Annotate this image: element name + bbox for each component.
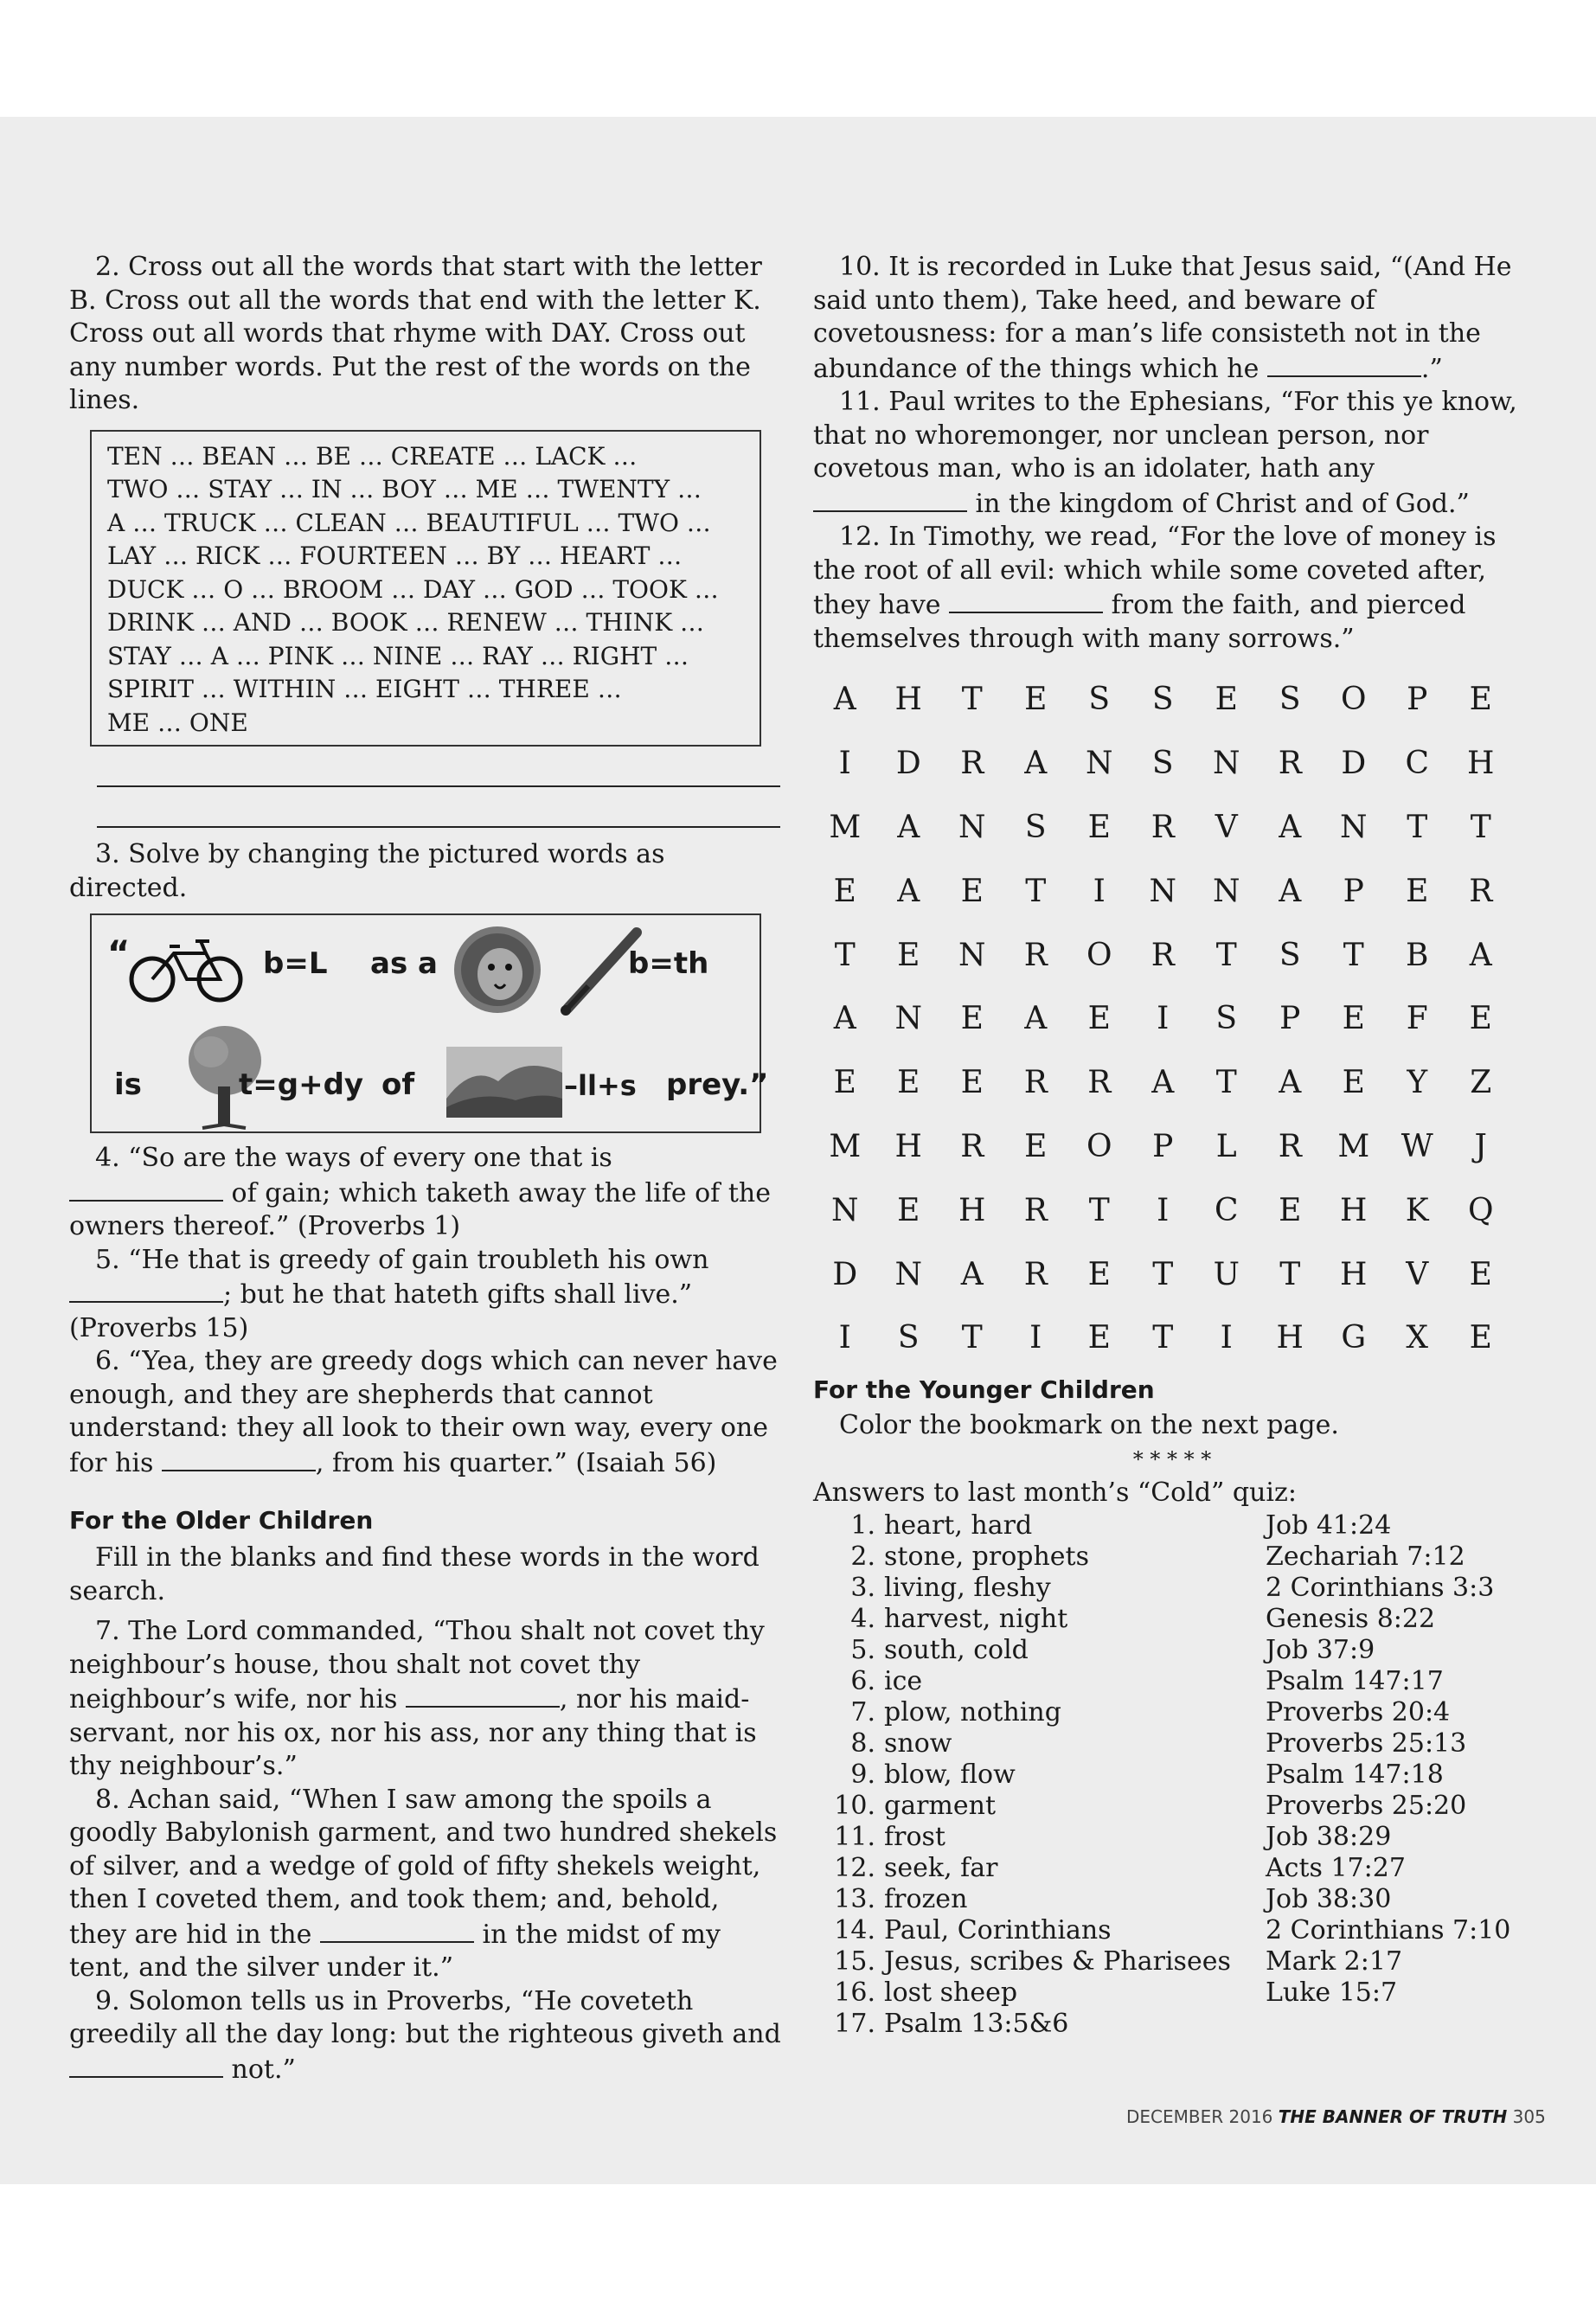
answer-row bbox=[813, 1510, 1531, 1541]
answer-number: 17. bbox=[834, 2008, 875, 2039]
answer-number: 13. bbox=[834, 1883, 875, 1914]
answer-row bbox=[813, 1759, 1531, 1791]
word-box-line: ME … ONE bbox=[107, 708, 248, 737]
answer-row bbox=[813, 1977, 1531, 2009]
answer-number: 14. bbox=[834, 1914, 875, 1945]
grid-letter[interactable]: N bbox=[894, 1001, 922, 1037]
lion-icon bbox=[450, 922, 545, 1017]
grid-row bbox=[813, 796, 1531, 860]
grid-letter[interactable]: C bbox=[1214, 1192, 1239, 1228]
grid-letter[interactable]: T bbox=[961, 1320, 983, 1356]
grid-letter[interactable]: A bbox=[897, 873, 920, 909]
grid-letter[interactable]: E bbox=[1469, 1256, 1492, 1292]
answer-words: snow bbox=[884, 1727, 952, 1759]
grid-letter[interactable]: R bbox=[960, 746, 984, 782]
grid-letter[interactable]: E bbox=[1279, 1192, 1302, 1228]
answer-reference: Psalm 147:17 bbox=[1266, 1665, 1444, 1696]
section-stars: * * * * * bbox=[1132, 1447, 1212, 1472]
grid-letter[interactable]: H bbox=[1340, 1256, 1368, 1292]
word-box-line: DRINK … AND … BOOK … RENEW … THINK … bbox=[107, 608, 705, 637]
blank-8[interactable] bbox=[320, 1917, 474, 1943]
grid-letter[interactable]: E bbox=[1469, 1320, 1492, 1356]
answer-words: Paul, Corinthians bbox=[884, 1914, 1112, 1945]
grid-letter[interactable]: N bbox=[958, 937, 986, 973]
grid-letter[interactable]: H bbox=[1467, 746, 1495, 782]
blank-5[interactable] bbox=[69, 1277, 223, 1303]
grid-letter[interactable]: E bbox=[1469, 1001, 1492, 1037]
grid-letter[interactable]: V bbox=[1215, 809, 1238, 845]
answer-reference: 2 Corinthians 3:3 bbox=[1266, 1572, 1495, 1603]
grid-letter[interactable]: A bbox=[1024, 1001, 1048, 1037]
answer-words: garment bbox=[884, 1790, 997, 1821]
answer-words: Psalm 13:5&6 bbox=[884, 2008, 1069, 2039]
grid-letter[interactable]: I bbox=[838, 1320, 851, 1356]
grid-letter[interactable]: O bbox=[1086, 937, 1112, 973]
word-search-grid bbox=[813, 668, 1531, 1370]
grid-letter[interactable]: I bbox=[838, 746, 851, 782]
blank-6[interactable] bbox=[162, 1445, 316, 1471]
answer-row bbox=[813, 1853, 1531, 1884]
grid-letter[interactable]: R bbox=[1087, 1065, 1112, 1101]
answers-list bbox=[813, 1510, 1531, 2040]
blank-7[interactable] bbox=[406, 1682, 560, 1708]
question-8: 8. Achan said, “When I saw among the spoils a goodly Babylonish garment, and two hundred shekels of silver, and a wedge of gold of fifty shekels weight, then I coveted them, and took them; and, behold, they are hid in the in the midst of my tent, and the silver under it.” bbox=[69, 1784, 778, 1983]
grid-letter[interactable]: H bbox=[1276, 1320, 1304, 1356]
younger-children-text: Color the bookmark on the next page. bbox=[839, 1409, 1339, 1440]
question-4: 4. “So are the ways of every one that is of gain; which taketh away the life of the owners thereof.” (Proverbs 1) bbox=[69, 1143, 771, 1241]
answer-reference bbox=[1266, 2009, 1531, 2040]
rebus-t-g-dy: t=g+dy bbox=[239, 1067, 364, 1102]
grid-letter[interactable]: X bbox=[1406, 1320, 1429, 1356]
grid-letter[interactable]: O bbox=[1340, 682, 1367, 718]
grid-letter[interactable]: A bbox=[897, 809, 920, 845]
grid-letter[interactable]: E bbox=[1024, 1128, 1048, 1164]
blank-10[interactable] bbox=[1267, 351, 1421, 377]
grid-letter[interactable]: S bbox=[1024, 809, 1047, 845]
answer-number: 10. bbox=[834, 1790, 875, 1821]
grid-letter[interactable]: T bbox=[1025, 873, 1047, 909]
grid-letter[interactable]: N bbox=[1086, 746, 1113, 782]
answer-row bbox=[813, 1635, 1531, 1666]
answer-row bbox=[813, 1604, 1531, 1635]
blank-4[interactable] bbox=[69, 1176, 223, 1202]
grid-letter[interactable]: K bbox=[1405, 1192, 1429, 1228]
answer-words: plow, nothing bbox=[884, 1696, 1061, 1727]
grid-letter[interactable]: N bbox=[958, 809, 986, 845]
grid-letter[interactable]: E bbox=[1087, 809, 1111, 845]
grid-letter[interactable]: I bbox=[1093, 873, 1106, 909]
grid-letter[interactable]: A bbox=[1279, 1065, 1302, 1101]
word-box-line: STAY … A … PINK … NINE … RAY … RIGHT … bbox=[107, 641, 689, 670]
grid-row bbox=[813, 1178, 1531, 1242]
grid-letter[interactable]: R bbox=[1023, 1065, 1048, 1101]
answer-words: seek, far bbox=[884, 1852, 998, 1883]
grid-letter[interactable]: E bbox=[833, 873, 856, 909]
answer-number: 6. bbox=[850, 1665, 875, 1696]
rebus-prey: prey.” bbox=[666, 1067, 769, 1102]
grid-row bbox=[813, 1051, 1531, 1115]
blank-11[interactable] bbox=[813, 486, 967, 512]
grid-letter[interactable]: N bbox=[1213, 746, 1240, 782]
word-box-line: TEN … BEAN … BE … CREATE … LACK … bbox=[107, 441, 638, 471]
grid-letter[interactable]: E bbox=[833, 1065, 856, 1101]
grid-letter[interactable]: I bbox=[1157, 1192, 1170, 1228]
grid-letter[interactable]: B bbox=[1406, 937, 1429, 973]
answer-row bbox=[813, 1728, 1531, 1759]
question-3: 3. Solve by changing the pictured words as directed. bbox=[69, 839, 665, 903]
answer-number: 3. bbox=[850, 1572, 875, 1603]
grid-letter[interactable]: A bbox=[1279, 873, 1302, 909]
grid-letter[interactable]: N bbox=[894, 1256, 922, 1292]
grid-letter[interactable]: A bbox=[833, 1001, 856, 1037]
word-box-line: DUCK … O … BROOM … DAY … GOD … TOOK … bbox=[107, 574, 719, 604]
answer-words: lost sheep bbox=[884, 1977, 1018, 2008]
footer-page-number: 305 bbox=[1512, 2106, 1546, 2127]
question-9: 9. Solomon tells us in Proverbs, “He coveteth greedily all the day long: but the righteous giveth and not.” bbox=[69, 1985, 781, 2085]
question-11: 11. Paul writes to the Ephesians, “For this ye know, that no whoremonger, nor unclean person, nor covetous man, who is an idolater, hath any in the kingdom of Christ and of God.” bbox=[813, 387, 1517, 519]
grid-letter[interactable]: W bbox=[1401, 1128, 1433, 1164]
rebus-is: is bbox=[114, 1067, 142, 1102]
grid-letter[interactable]: E bbox=[1087, 1001, 1111, 1037]
answer-words: stone, prophets bbox=[884, 1541, 1089, 1572]
answer-words: living, fleshy bbox=[884, 1572, 1051, 1603]
grid-letter[interactable]: S bbox=[1279, 682, 1301, 718]
answer-number: 9. bbox=[850, 1759, 875, 1790]
grid-letter[interactable]: P bbox=[1343, 873, 1364, 909]
answer-row bbox=[813, 1884, 1531, 1915]
grid-letter[interactable]: T bbox=[1088, 1192, 1110, 1228]
grid-row bbox=[813, 859, 1531, 923]
grid-letter[interactable]: E bbox=[1342, 1001, 1365, 1037]
answer-reference: Acts 17:27 bbox=[1266, 1852, 1406, 1883]
grid-row bbox=[813, 923, 1531, 987]
rebus-as-a: as a bbox=[370, 946, 438, 981]
answer-reference: Job 41:24 bbox=[1266, 1509, 1392, 1541]
grid-letter[interactable]: T bbox=[1152, 1256, 1174, 1292]
answer-reference: Psalm 147:18 bbox=[1266, 1759, 1444, 1790]
grid-row bbox=[813, 1115, 1531, 1179]
grid-letter[interactable]: E bbox=[1215, 682, 1238, 718]
answer-words: frozen bbox=[884, 1883, 968, 1914]
younger-children-heading: For the Younger Children bbox=[813, 1375, 1155, 1404]
grid-row bbox=[813, 668, 1531, 732]
grid-letter[interactable]: D bbox=[895, 746, 921, 782]
grid-row bbox=[813, 987, 1531, 1051]
answer-row bbox=[813, 1791, 1531, 1822]
word-box bbox=[90, 430, 761, 747]
grid-letter[interactable]: S bbox=[897, 1320, 920, 1356]
grid-letter[interactable]: E bbox=[1087, 1320, 1111, 1356]
grid-letter[interactable]: N bbox=[1149, 873, 1176, 909]
rebus-open-quote: “ bbox=[107, 934, 131, 974]
grid-letter[interactable]: Q bbox=[1467, 1192, 1494, 1228]
left-column bbox=[69, 251, 783, 2086]
grid-letter[interactable]: P bbox=[1152, 1128, 1174, 1164]
grid-letter[interactable]: S bbox=[1088, 682, 1111, 718]
answer-number: 2. bbox=[850, 1541, 875, 1572]
grid-letter[interactable]: V bbox=[1406, 1256, 1429, 1292]
grid-letter[interactable]: S bbox=[1151, 682, 1174, 718]
grid-letter[interactable]: R bbox=[1023, 1256, 1048, 1292]
answer-number: 7. bbox=[850, 1696, 875, 1727]
answer-reference: Luke 15:7 bbox=[1266, 1977, 1398, 2008]
grid-letter[interactable]: R bbox=[1469, 873, 1493, 909]
grid-row bbox=[813, 1306, 1531, 1370]
answer-row bbox=[813, 1946, 1531, 1977]
answer-number: 1. bbox=[850, 1509, 875, 1541]
answer-reference: Proverbs 25:20 bbox=[1266, 1790, 1467, 1821]
question-5: 5. “He that is greedy of gain troubleth his own ; but he that hateth gifts shall live.” (Proverbs 15) bbox=[69, 1244, 709, 1343]
answer-reference: Proverbs 20:4 bbox=[1266, 1696, 1451, 1727]
grid-letter[interactable]: R bbox=[1151, 809, 1175, 845]
grid-letter[interactable]: E bbox=[1406, 873, 1429, 909]
grid-letter[interactable]: E bbox=[1342, 1065, 1365, 1101]
grid-letter[interactable]: A bbox=[1279, 809, 1302, 845]
grid-letter[interactable]: N bbox=[1213, 873, 1240, 909]
footer-magazine: THE BANNER OF TRUTH bbox=[1278, 2106, 1508, 2127]
grid-letter[interactable]: H bbox=[894, 682, 922, 718]
word-box-line: TWO … STAY … IN … BOY … ME … TWENTY … bbox=[107, 475, 702, 503]
answer-row bbox=[813, 1915, 1531, 1946]
question-7: 7. The Lord commanded, “Thou shalt not covet thy neighbour’s house, thou shalt not covet thy neighbour’s wife, nor his , nor his maid-servant, nor his ox, nor his ass, nor any thing that is thy neighbour’s.” bbox=[69, 1616, 765, 1781]
grid-letter[interactable]: J bbox=[1474, 1128, 1487, 1164]
grid-letter[interactable]: E bbox=[1024, 682, 1048, 718]
grid-letter[interactable]: M bbox=[829, 809, 862, 845]
grid-letter[interactable]: F bbox=[1406, 1001, 1428, 1037]
grid-letter[interactable]: R bbox=[1151, 937, 1175, 973]
grid-letter[interactable]: R bbox=[1278, 1128, 1302, 1164]
answer-number: 11. bbox=[834, 1821, 875, 1852]
grid-letter[interactable]: D bbox=[1341, 746, 1367, 782]
grid-letter[interactable]: R bbox=[1278, 746, 1302, 782]
grid-letter[interactable]: Y bbox=[1407, 1065, 1428, 1101]
answer-reference: Job 38:30 bbox=[1266, 1883, 1392, 1914]
grid-letter[interactable]: E bbox=[960, 873, 984, 909]
grid-letter[interactable]: E bbox=[960, 1065, 984, 1101]
grid-letter[interactable]: G bbox=[1341, 1320, 1367, 1356]
question-12: 12. In Timothy, we read, “For the love of money is the root of all evil: which while some coveted after, they have from the faith, and pierced themselves through with many sorrows.” bbox=[813, 522, 1497, 654]
answer-row bbox=[813, 1573, 1531, 1604]
grid-letter[interactable]: T bbox=[834, 937, 856, 973]
grid-letter[interactable]: A bbox=[833, 682, 856, 718]
answer-reference: Mark 2:17 bbox=[1266, 1945, 1403, 1977]
grid-letter[interactable]: I bbox=[1157, 1001, 1170, 1037]
answer-words: ice bbox=[884, 1665, 923, 1696]
grid-letter[interactable]: T bbox=[961, 682, 983, 718]
answer-number: 16. bbox=[834, 1977, 875, 2008]
older-children-heading: For the Older Children bbox=[69, 1506, 374, 1535]
answer-reference: 2 Corinthians 7:10 bbox=[1266, 1914, 1511, 1945]
answer-reference: Genesis 8:22 bbox=[1266, 1603, 1436, 1634]
grid-letter[interactable]: L bbox=[1215, 1128, 1237, 1164]
grid-letter[interactable]: R bbox=[960, 1128, 984, 1164]
question-6: 6. “Yea, they are greedy dogs which can never have enough, and they are shepherds that cannot understand: they all look to their own way, every one for his , from his quarter.” (Isaiah 56) bbox=[69, 1346, 778, 1478]
word-box-line: LAY … RICK … FOURTEEN … BY … HEART … bbox=[107, 542, 683, 570]
grid-letter[interactable]: S bbox=[1215, 1001, 1238, 1037]
grid-letter[interactable]: E bbox=[897, 1192, 920, 1228]
hills-icon bbox=[446, 1047, 562, 1118]
grid-letter[interactable]: E bbox=[1087, 1256, 1111, 1292]
answer-words: Jesus, scribes & Pharisees bbox=[884, 1945, 1231, 1977]
grid-letter[interactable]: N bbox=[831, 1192, 859, 1228]
grid-letter[interactable]: T bbox=[1470, 809, 1491, 845]
rebus-ll-s: –ll+s bbox=[564, 1069, 637, 1102]
word-box-line: A … TRUCK … CLEAN … BEAUTIFUL … TWO … bbox=[107, 508, 711, 537]
grid-letter[interactable]: C bbox=[1405, 746, 1430, 782]
footer-month: DECEMBER 2016 bbox=[1126, 2106, 1273, 2127]
answer-number: 4. bbox=[850, 1603, 875, 1634]
answer-reference: Job 37:9 bbox=[1266, 1634, 1375, 1665]
grid-letter[interactable]: R bbox=[1023, 937, 1048, 973]
grid-letter[interactable]: R bbox=[1023, 1192, 1048, 1228]
grid-letter[interactable]: S bbox=[1279, 937, 1301, 973]
grid-letter[interactable]: A bbox=[1469, 937, 1492, 973]
grid-letter[interactable]: P bbox=[1279, 1001, 1301, 1037]
grid-letter[interactable]: U bbox=[1213, 1256, 1240, 1292]
grid-letter[interactable]: T bbox=[1343, 937, 1364, 973]
answer-reference: Proverbs 25:13 bbox=[1266, 1727, 1467, 1759]
grid-letter[interactable]: T bbox=[1215, 1065, 1237, 1101]
question-2: 2. Cross out all the words that start with the letter B. Cross out all the words that end with the letter K. Cross out all words that rhyme with DAY. Cross out any number words. Put the rest of the words on the lines. bbox=[69, 252, 762, 415]
answer-words: frost bbox=[884, 1821, 945, 1852]
page-footer bbox=[1126, 2106, 1546, 2127]
answer-words: south, cold bbox=[884, 1634, 1029, 1665]
grid-letter[interactable]: T bbox=[1407, 809, 1428, 845]
grid-letter[interactable]: I bbox=[1029, 1320, 1042, 1356]
grid-letter[interactable]: E bbox=[960, 1001, 984, 1037]
answer-row bbox=[813, 1666, 1531, 1697]
grid-letter[interactable]: I bbox=[1220, 1320, 1233, 1356]
answer-row bbox=[813, 1822, 1531, 1853]
word-box-line: SPIRIT … WITHIN … EIGHT … THREE … bbox=[107, 675, 622, 703]
grid-letter[interactable]: A bbox=[1024, 746, 1048, 782]
answer-words: blow, flow bbox=[884, 1759, 1016, 1790]
grid-letter[interactable]: H bbox=[894, 1128, 922, 1164]
rebus-b-L: b=L bbox=[263, 946, 328, 981]
grid-letter[interactable]: E bbox=[1469, 682, 1492, 718]
grid-letter[interactable]: Z bbox=[1470, 1065, 1492, 1101]
answer-number: 12. bbox=[834, 1852, 875, 1883]
rebus-of: of bbox=[381, 1067, 415, 1102]
grid-letter[interactable]: A bbox=[1151, 1065, 1175, 1101]
grid-letter[interactable]: M bbox=[1337, 1128, 1370, 1164]
grid-letter[interactable]: E bbox=[897, 1065, 920, 1101]
grid-letter[interactable]: T bbox=[1215, 937, 1237, 973]
grid-letter[interactable]: T bbox=[1152, 1320, 1174, 1356]
grid-letter[interactable]: D bbox=[832, 1256, 858, 1292]
answer-words: harvest, night bbox=[884, 1603, 1068, 1634]
grid-letter[interactable]: A bbox=[960, 1256, 984, 1292]
grid-letter[interactable]: E bbox=[897, 937, 920, 973]
answer-row bbox=[813, 2009, 1531, 2040]
question-10: 10. It is recorded in Luke that Jesus said, “(And He said unto them), Take heed, and beware of covetousness: for a man’s life consisteth not in the abundance of the things which he .” bbox=[813, 252, 1512, 384]
blank-9[interactable] bbox=[69, 2052, 223, 2078]
answer-number: 15. bbox=[834, 1945, 875, 1977]
blank-12[interactable] bbox=[949, 587, 1103, 613]
older-children-intro: Fill in the blanks and find these words in the word search. bbox=[69, 1542, 760, 1606]
grid-row bbox=[813, 732, 1531, 796]
grid-letter[interactable]: S bbox=[1151, 746, 1174, 782]
grid-letter[interactable]: H bbox=[958, 1192, 986, 1228]
grid-letter[interactable]: M bbox=[829, 1128, 862, 1164]
answer-number: 8. bbox=[850, 1727, 875, 1759]
grid-letter[interactable]: O bbox=[1086, 1128, 1112, 1164]
bicycle-icon bbox=[126, 934, 247, 1003]
grid-row bbox=[813, 1242, 1531, 1306]
answer-reference: Job 38:29 bbox=[1266, 1821, 1392, 1852]
answer-row bbox=[813, 1541, 1531, 1573]
answer-words: heart, hard bbox=[884, 1509, 1033, 1541]
answer-reference: Zechariah 7:12 bbox=[1266, 1541, 1465, 1572]
rebus-puzzle bbox=[90, 913, 769, 1133]
grid-letter[interactable]: P bbox=[1407, 682, 1428, 718]
answer-row bbox=[813, 1697, 1531, 1728]
grid-letter[interactable]: T bbox=[1279, 1256, 1301, 1292]
answer-number: 5. bbox=[850, 1634, 875, 1665]
grid-letter[interactable]: H bbox=[1340, 1192, 1368, 1228]
grid-letter[interactable]: N bbox=[1340, 809, 1368, 845]
right-column bbox=[813, 251, 1531, 2040]
rebus-b-th: b=th bbox=[628, 946, 709, 981]
answers-heading: Answers to last month’s “Cold” quiz: bbox=[813, 1477, 1297, 1509]
